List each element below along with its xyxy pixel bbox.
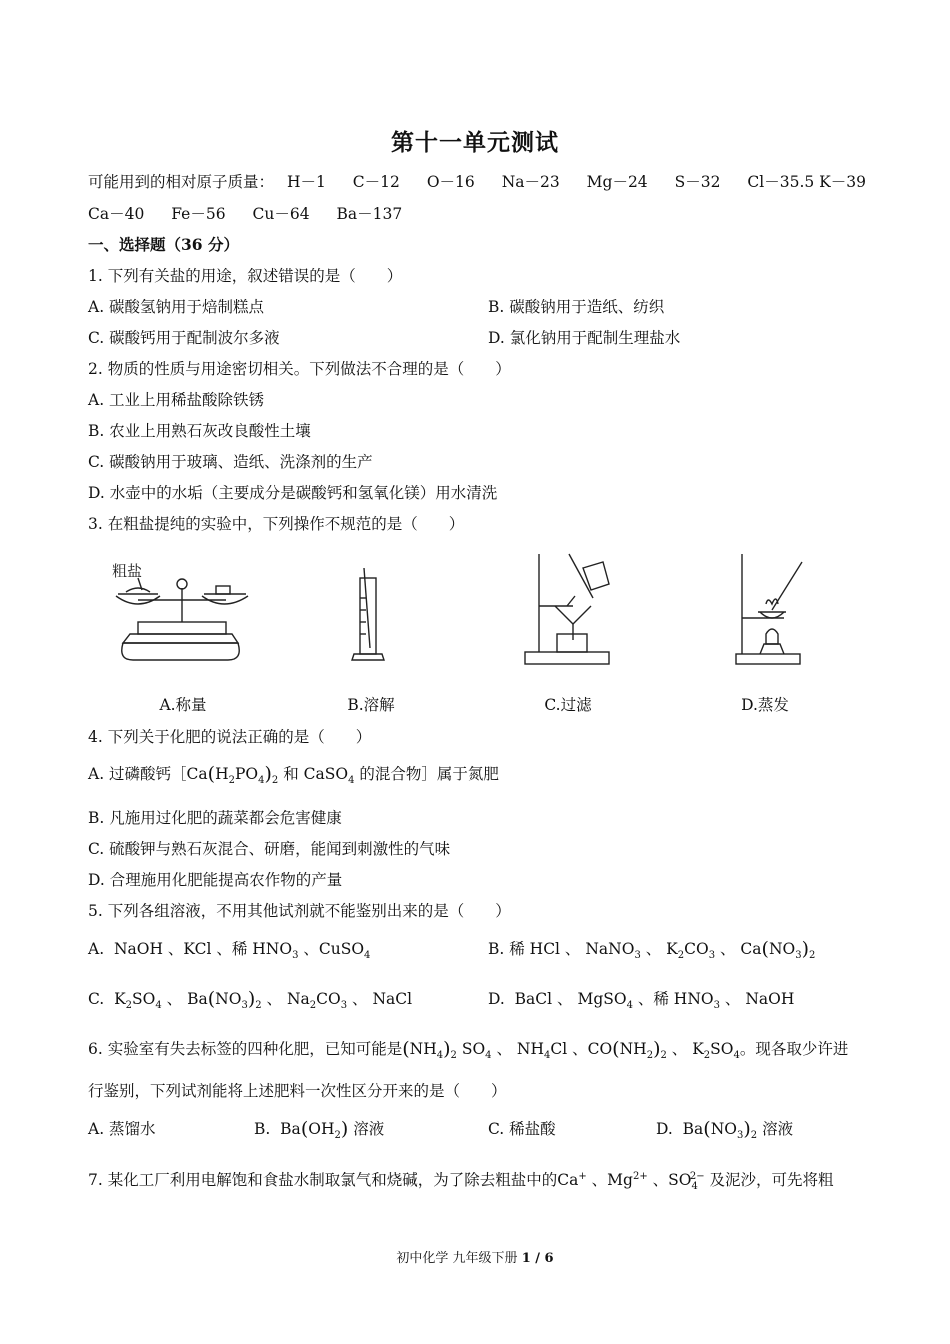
atomic-mass-item: Cu－64	[252, 205, 310, 223]
evaporating-dish-icon	[680, 548, 850, 688]
figure-caption-b: B.溶解	[347, 696, 395, 714]
footer-text: 初中化学 九年级下册	[396, 1251, 518, 1266]
filtration-apparatus-icon	[483, 548, 653, 688]
question-5-option-c[interactable]: C. $K_2SO_4$ 、 $Ba(NO_3)_2$ 、 $Na_2CO_3$ 、 NaCl	[88, 988, 413, 1012]
question-6-option-b[interactable]: B. $Ba(OH_2)$ 溶液	[254, 1118, 385, 1142]
atomic-mass-item: C－12	[352, 173, 400, 191]
question-2-option-a[interactable]: A. 工业上用稀盐酸除铁锈	[88, 391, 265, 409]
question-1-option-a[interactable]: A. 碳酸氢钠用于焙制糕点	[88, 298, 265, 316]
graduated-cylinder-icon	[286, 548, 456, 688]
question-text: 6. 实验室有失去标签的四种化肥，已知可能是	[88, 1040, 403, 1058]
figure-weighing[interactable]	[98, 548, 268, 713]
option-text: 的混合物］属于氮肥	[359, 765, 499, 783]
figure-caption-c: C.过滤	[544, 696, 592, 714]
page-title: 第十一单元测试	[391, 129, 559, 156]
atomic-mass-row-1	[88, 170, 888, 192]
question-2-option-d[interactable]: D. 水壶中的水垢（主要成分是碳酸钙和氢氧化镁）用水清洗	[88, 484, 498, 502]
question-4-option-a[interactable]: A. 过磷酸钙$[Ca(H_2PO_4)_2$ 和 CaSO$_4$ 的混合物］属于氮肥	[88, 763, 499, 787]
question-4-option-b[interactable]: B. 凡施用过化肥的蔬菜都会危害健康	[88, 809, 342, 827]
question-6-option-c[interactable]: C. 稀盐酸	[488, 1120, 556, 1138]
question-7-stem: 7. 某化工厂利用电解饱和食盐水制取氯气和烧碱，为了除去粗盐中的Ca+ 、$Mg^{2+}$ 、$SO_4^{2-}$ 及泥沙，可先将粗	[88, 1170, 834, 1193]
figure-evaporation[interactable]	[680, 548, 850, 713]
page-footer	[0, 1247, 950, 1266]
question-2-option-c[interactable]: C. 碳酸钠用于玻璃、造纸、洗涤剂的生产	[88, 453, 373, 471]
question-5-option-a[interactable]: A. NaOH 、KCl 、稀 $HNO_3$ 、CuSO$_4$	[88, 940, 371, 962]
question-4-option-d[interactable]: D. 合理施用化肥能提高农作物的产量	[88, 871, 343, 889]
option-text: 和	[283, 765, 299, 783]
atomic-mass-item: Ba－137	[336, 205, 403, 223]
figure-caption-a: A.称量	[159, 696, 207, 714]
question-4-stem: 4. 下列关于化肥的说法正确的是（ ）	[88, 728, 372, 746]
question-1-stem: 1. 下列有关盐的用途，叙述错误的是（ ）	[88, 267, 403, 285]
question-1-option-d[interactable]: D. 氯化钠用于配制生理盐水	[488, 329, 681, 347]
atomic-mass-item: O－16	[426, 173, 475, 191]
atomic-mass-item: Fe－56	[171, 205, 226, 223]
question-text: 7. 某化工厂利用电解饱和食盐水制取氯气和烧碱，为了除去粗盐中的	[88, 1171, 558, 1189]
atomic-mass-item: Mg－24	[586, 173, 648, 191]
question-4-option-c[interactable]: C. 硫酸钾与熟石灰混合、研磨，能闻到刺激性的气味	[88, 840, 451, 858]
question-2-stem: 2. 物质的性质与用途密切相关。下列做法不合理的是（ ）	[88, 360, 511, 378]
question-6-stem-line-2: 行鉴别，下列试剂能将上述肥料一次性区分开来的是（ ）	[88, 1082, 507, 1100]
question-5-option-b[interactable]: B. 稀 HCl 、 NaNO$_3$ 、 $K_2CO_3$ 、 $Ca(NO_3)_2$	[488, 938, 816, 962]
option-text: 溶液	[353, 1120, 385, 1138]
atomic-mass-item: Cl－35.5 K－39	[747, 173, 866, 191]
question-1-option-b[interactable]: B. 碳酸钠用于造纸、纺织	[488, 298, 665, 316]
question-2-option-b[interactable]: B. 农业上用熟石灰改良酸性土壤	[88, 422, 311, 440]
question-text: 。现各取少许进	[739, 1040, 849, 1058]
section-heading: 一、选择题（36 分）	[88, 235, 239, 254]
question-5-option-d[interactable]: D. BaCl 、 MgSO$_4$ 、稀 $HNO_3$ 、 NaOH	[488, 990, 795, 1012]
page-number: 1 / 6	[521, 1251, 554, 1266]
atomic-mass-item: H－1	[286, 173, 326, 191]
figure-caption-d: D.蒸发	[741, 696, 789, 714]
question-text: 及泥沙，可先将粗	[709, 1171, 834, 1189]
option-text: A. 过磷酸钙［Ca	[88, 765, 208, 783]
question-3-figures	[88, 548, 878, 718]
question-5-stem: 5. 下列各组溶液，不用其他试剂就不能鉴别出来的是（ ）	[88, 902, 511, 920]
atomic-mass-item: Ca－40	[88, 205, 145, 223]
option-text: 溶液	[762, 1120, 794, 1138]
atomic-mass-label: 可能用到的相对原子质量：	[88, 173, 275, 191]
question-6-stem: 6. 实验室有失去标签的四种化肥，已知可能是$(NH_4)_2$ $SO_4$ 、 $NH_4Cl$ 、$CO(NH_2)_2$ 、 $K_2SO_4$。现各取少许进	[88, 1038, 849, 1062]
balance-icon	[98, 548, 268, 688]
figure-label-crude-salt: 粗盐	[112, 562, 143, 580]
atomic-mass-item: S－32	[674, 173, 721, 191]
question-3-stem: 3. 在粗盐提纯的实验中，下列操作不规范的是（ ）	[88, 515, 465, 533]
question-6-option-d[interactable]: D. $Ba(NO_3)_2$ 溶液	[656, 1118, 794, 1142]
atomic-mass-item: Na－23	[501, 173, 560, 191]
figure-dissolving[interactable]	[286, 548, 456, 713]
atomic-mass-row-2	[88, 202, 424, 224]
question-1-option-c[interactable]: C. 碳酸钙用于配制波尔多液	[88, 329, 280, 347]
question-6-option-a[interactable]: A. 蒸馏水	[88, 1120, 156, 1138]
figure-filtration[interactable]	[483, 548, 653, 713]
